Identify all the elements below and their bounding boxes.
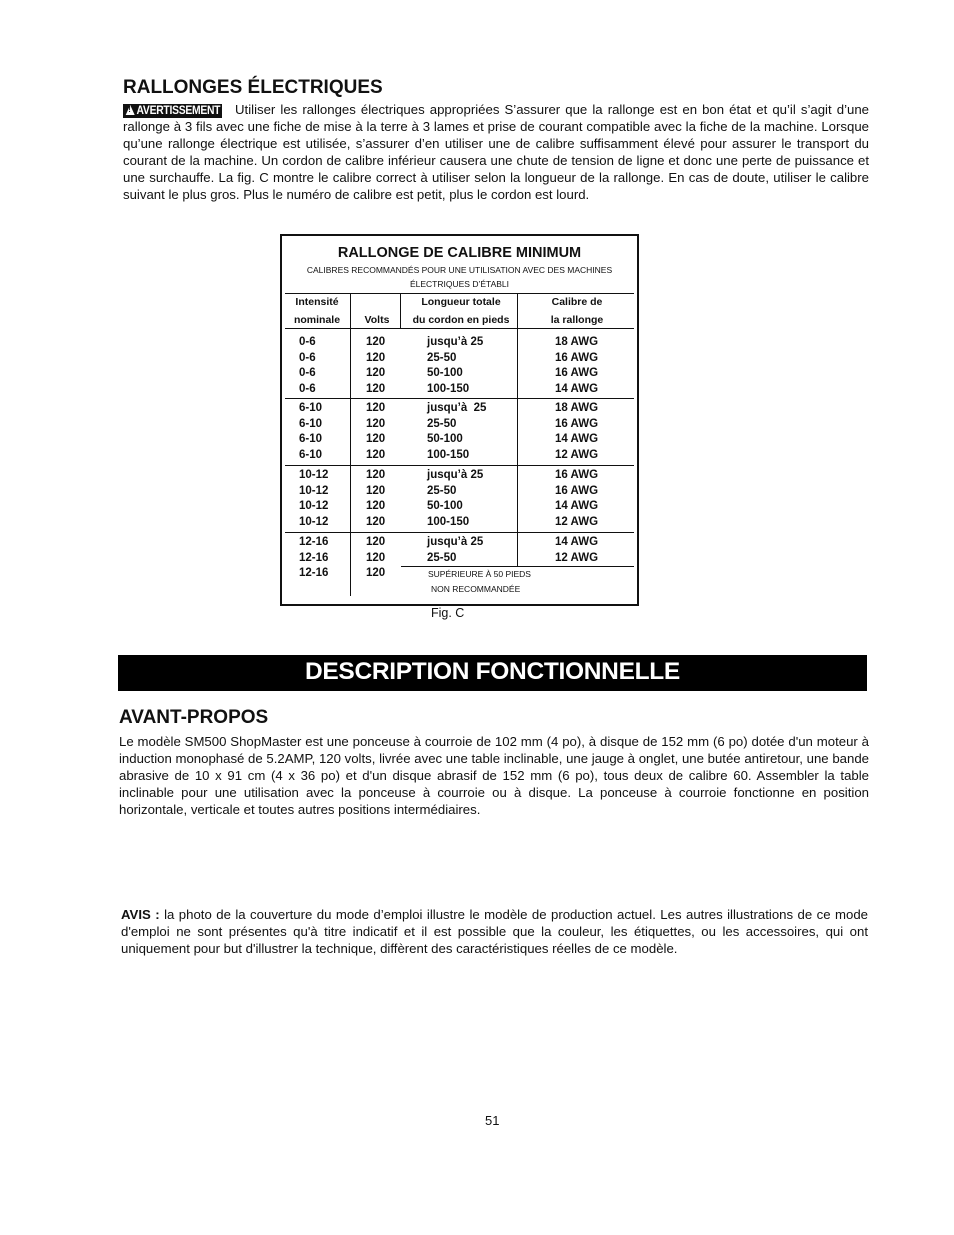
- table-title: RALLONGE DE CALIBRE MINIMUM: [337, 245, 582, 261]
- cell-longueur: jusqu’à 25 25-50 50-100 100-150: [427, 336, 484, 395]
- col-header-calibre-2: la rallonge: [550, 314, 604, 326]
- warning-paragraph: [123, 101, 869, 203]
- table-subtitle-1: CALIBRES RECOMMANDÉS POUR UNE UTILISATION AVEC DES MACHINES: [306, 265, 613, 275]
- avis-paragraph: [121, 906, 868, 957]
- cell-longueur: jusqu’à 25 25-50 50-100 100-150: [427, 469, 484, 528]
- cell-intensite: 10-12 10-12 10-12 10-12: [299, 469, 329, 528]
- table-divider: [285, 465, 634, 466]
- table-note-2: NON RECOMMANDÉE: [431, 584, 521, 594]
- table-divider: [400, 294, 401, 328]
- cell-longueur: jusqu’à 25 25-50: [427, 536, 484, 564]
- cell-volts: 120 120 120 120: [366, 402, 386, 461]
- section-banner: [118, 655, 867, 691]
- avis-label: AVIS :: [121, 907, 160, 922]
- cell-intensite: 6-10 6-10 6-10 6-10: [299, 402, 323, 461]
- section-heading-rallonges: RALLONGES ÉLECTRIQUES: [123, 77, 383, 98]
- cell-calibre: 18 AWG 16 AWG 16 AWG 14 AWG: [555, 336, 599, 395]
- cell-calibre: 14 AWG 12 AWG: [555, 536, 599, 564]
- col-header-volts: Volts: [364, 314, 390, 326]
- section-heading-avant-propos: AVANT-PROPOS: [119, 707, 269, 728]
- cell-calibre: 18 AWG 16 AWG 14 AWG 12 AWG: [555, 402, 599, 461]
- warning-badge-label: AVERTISSEMENT: [136, 105, 221, 117]
- cell-volts: 120 120 120: [366, 536, 386, 579]
- col-header-longueur-1: Longueur totale: [421, 296, 501, 308]
- table-divider: [285, 328, 634, 329]
- table-divider: [517, 294, 518, 566]
- figure-caption: Fig. C: [431, 606, 465, 620]
- table-divider: [285, 398, 634, 399]
- col-header-intensite-1: Intensité: [295, 296, 339, 308]
- table-divider: [285, 293, 634, 294]
- avant-propos-paragraph: Le modèle SM500 ShopMaster est une ponceuse à courroie de 102 mm (4 po), à disque de 152 mm (6 po) dotée d'un moteur à induction monophasé de 5.2AMP, 120 volts, livrée avec une table inclinable, une jauge à onglet, une butée antiretour, une bande abrasive de 10 x 91 cm (4 x 36 po) et d'un disque abrasif de 152 mm (6 po), tous deux de calibre 60. Assembler la table inclinable pour une utilisation avec la ponceuse à courroie ou à disque. La ponceuse à courroie fonctionne en position horizontale, verticale et toutes autres positions intermédiaires.: [119, 734, 869, 817]
- col-header-calibre-1: Calibre de: [551, 296, 603, 308]
- cell-volts: 120 120 120 120: [366, 336, 386, 395]
- avis-text: la photo de la couverture du mode d’emploi illustre le modèle de production actuel. Les autres illustrations de ce mode d'emploi ne sont présentes qu'à titre indicatif et il est possible que la couleur, les étiquettes, ou les accessoires, qui ont uniquement pour but d'illustrer la technique, diffèrent des caractéristiques réelles de ce modèle.: [121, 907, 868, 956]
- warning-badge: [123, 104, 222, 118]
- table-divider: [285, 532, 634, 533]
- col-header-intensite-2: nominale: [293, 314, 341, 326]
- cell-calibre: 16 AWG 16 AWG 14 AWG 12 AWG: [555, 469, 599, 528]
- warning-triangle-icon: [126, 105, 135, 115]
- warning-text: Utiliser les rallonges électriques appropriées S’assurer que la rallonge est en bon état et qu’il s’agit d’une rallonge à 3 fils avec une fiche de mise à la terre à 3 lames et prise de courant compatible avec la fiche de la machine. Lorsque qu’une rallonge électrique est utilisée, s’assurer d’en utiliser une de calibre suffisamment élevé pour assurer le transport du courant de la machine. Un cordon de calibre inférieur causera une chute de tension de ligne et donc une perte de puissance et une surchauffe. La fig. C montre le calibre correct à utiliser selon la longueur de la rallonge. En cas de doute, utiliser le calibre suivant le plus gros. Plus le numéro de calibre est petit, plus le cordon est lourd.: [123, 102, 869, 202]
- page-number: 51: [485, 1113, 500, 1128]
- cell-longueur: jusqu’à 25 25-50 50-100 100-150: [427, 402, 487, 461]
- banner-title: DESCRIPTION FONCTIONNELLE: [305, 658, 680, 685]
- cell-intensite: 12-16 12-16 12-16: [299, 536, 329, 579]
- table-divider: [401, 566, 634, 567]
- table-note-1: SUPÉRIEURE À 50 PIEDS: [428, 569, 531, 579]
- cell-intensite: 0-6 0-6 0-6 0-6: [299, 336, 316, 395]
- table-divider: [350, 294, 351, 596]
- col-header-longueur-2: du cordon en pieds: [412, 314, 510, 326]
- table-subtitle-2: ÉLECTRIQUES D’ÉTABLI: [409, 279, 510, 289]
- calibre-table: [280, 234, 639, 606]
- cell-volts: 120 120 120 120: [366, 469, 386, 528]
